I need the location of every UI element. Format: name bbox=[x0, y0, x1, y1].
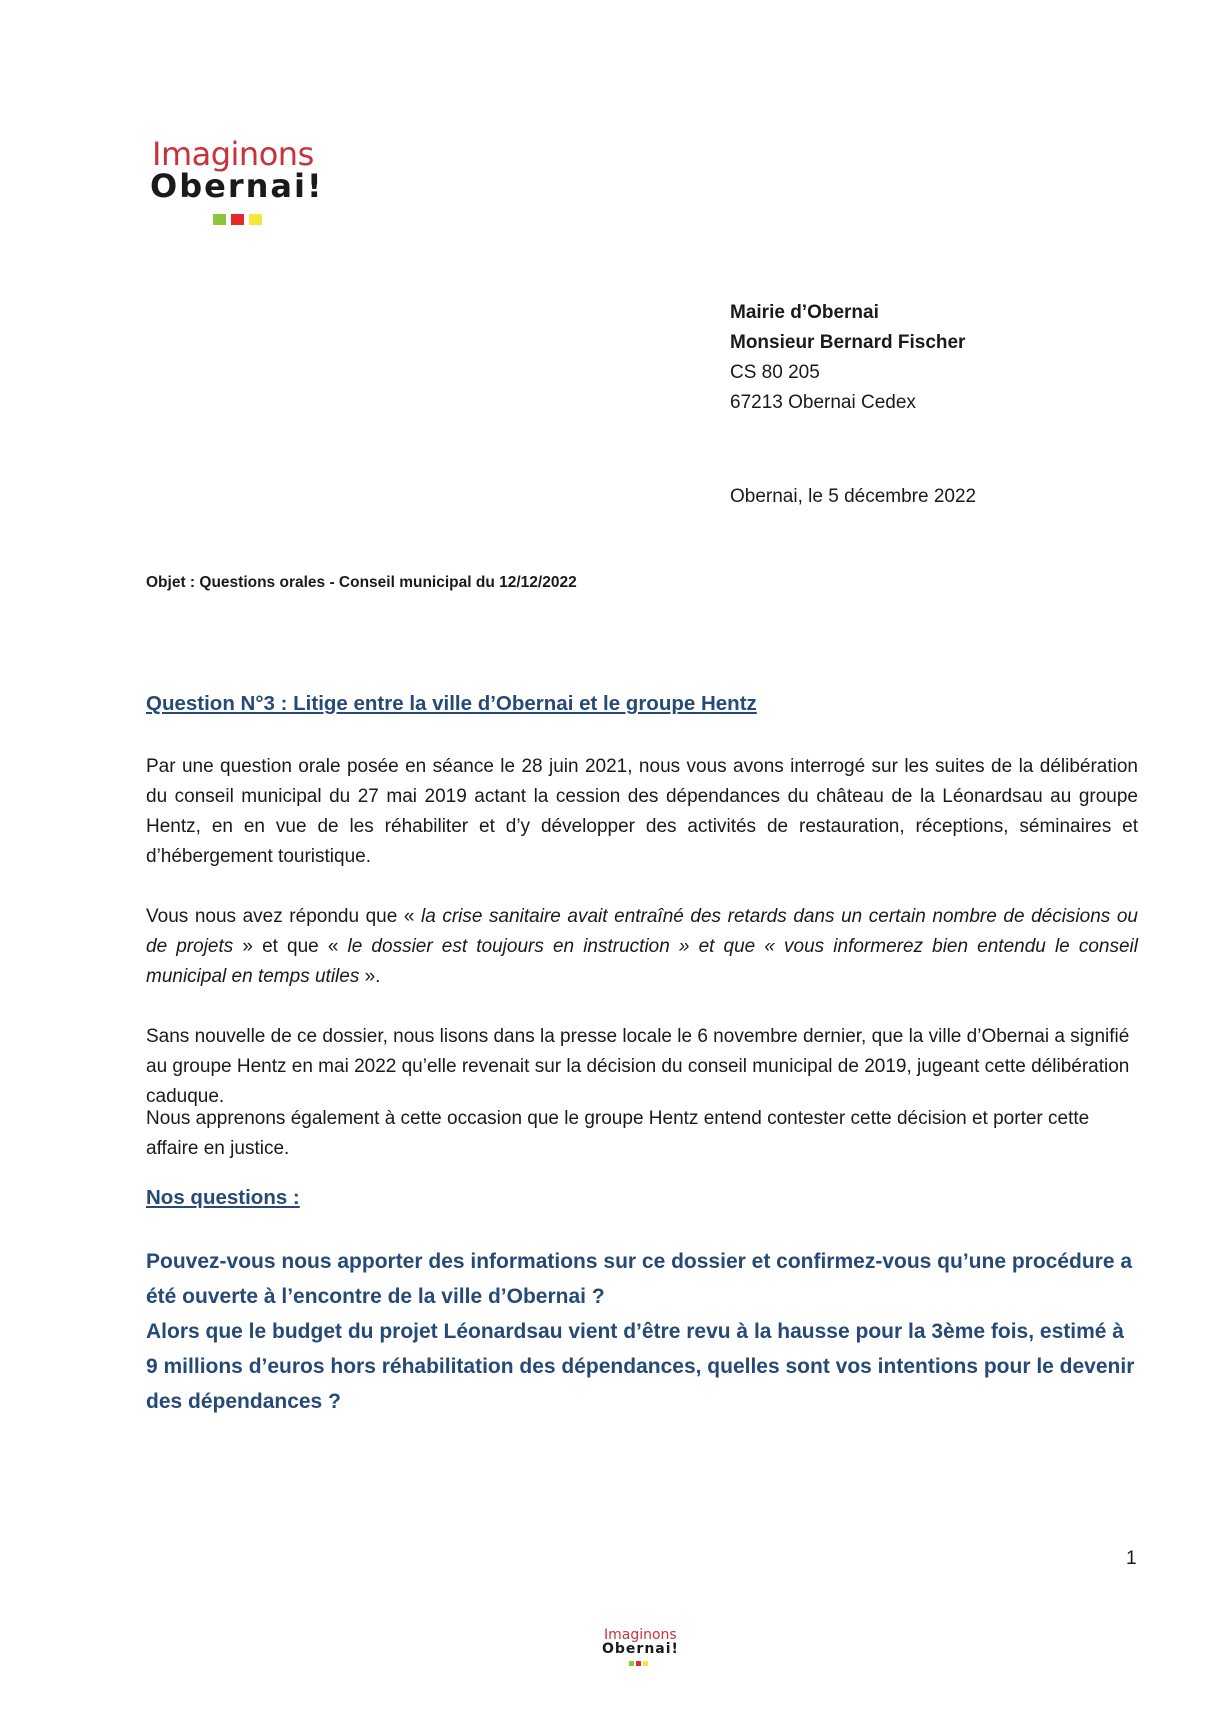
page-number: 1 bbox=[1126, 1548, 1137, 1569]
footer-logo-line1: Imaginons bbox=[604, 1627, 677, 1643]
paragraph-1: Par une question orale posée en séance le 28 juin 2021, nous vous avons interrogé sur les suites de la délibération du conseil municipal du 27 mai 2019 actant la cession des dépendances du château de la Léonardsau au groupe Hentz, en en vue de les réhabiliter et d’y développer des activités de restauration, réceptions, séminaires et d’hébergement touristique. bbox=[146, 756, 1138, 867]
footer-logo bbox=[602, 1627, 682, 1675]
footer-logo-square-yellow bbox=[643, 1661, 648, 1666]
recipient-line3: CS 80 205 bbox=[730, 362, 820, 383]
logo-square-green bbox=[213, 214, 226, 225]
question-1: Pouvez-vous nous apporter des informations sur ce dossier et confirmez-vous qu’une procédure a été ouverte à l’encontre de la ville d’Obernai ? bbox=[146, 1250, 1133, 1308]
logo bbox=[150, 136, 340, 236]
date-line: Obernai, le 5 décembre 2022 bbox=[730, 486, 977, 507]
paragraph-2-part-e: ». bbox=[359, 966, 381, 987]
paragraph-2-part-a: Vous nous avez répondu que « bbox=[146, 906, 421, 927]
recipient-address bbox=[730, 298, 965, 418]
footer-logo-line2: Obernai! bbox=[602, 1641, 679, 1657]
logo-line2: Obernai! bbox=[150, 167, 324, 205]
logo-line1: Imaginons bbox=[152, 135, 314, 173]
paragraph-2-part-c: » et que « bbox=[233, 936, 348, 957]
questions-heading: Nos questions : bbox=[146, 1186, 300, 1209]
footer-logo-square-green bbox=[629, 1661, 634, 1666]
recipient-line2: Monsieur Bernard Fischer bbox=[730, 332, 966, 353]
paragraph-2 bbox=[146, 902, 1138, 992]
recipient-line1: Mairie d’Obernai bbox=[730, 302, 879, 323]
logo-square-yellow bbox=[249, 214, 262, 225]
paragraph-2-quote-2: le dossier est toujours en instruction » et que « vous informerez bien entendu le conseil municipal en temps utiles bbox=[146, 936, 1139, 987]
footer-logo-square-red bbox=[636, 1661, 641, 1666]
subject-line: Objet : Questions orales - Conseil municipal du 12/12/2022 bbox=[146, 574, 577, 591]
question-2: Alors que le budget du projet Léonardsau vient d’être revu à la hausse pour la 3ème fois, estimé à 9 millions d’euros hors réhabilitation des dépendances, quelles sont vos intentions pour le devenir des dépendances ? bbox=[146, 1320, 1135, 1413]
recipient-line4: 67213 Obernai Cedex bbox=[730, 392, 916, 413]
paragraph-2-quote-1: la crise sanitaire avait entraîné des retards dans un certain nombre de décisions ou de projets bbox=[146, 906, 1138, 957]
logo-square-red bbox=[231, 214, 244, 225]
paragraph-4: Nous apprenons également à cette occasion que le groupe Hentz entend contester cette décision et porter cette affaire en justice. bbox=[146, 1108, 1090, 1159]
question-title: Question N°3 : Litige entre la ville d’Obernai et le groupe Hentz bbox=[146, 692, 757, 715]
paragraph-3: Sans nouvelle de ce dossier, nous lisons dans la presse locale le 6 novembre dernier, que la ville d’Obernai a signifié au groupe Hentz en mai 2022 qu’elle revenait sur la décision du conseil municipal de 2019, jugeant cette délibération caduque. bbox=[146, 1026, 1130, 1107]
